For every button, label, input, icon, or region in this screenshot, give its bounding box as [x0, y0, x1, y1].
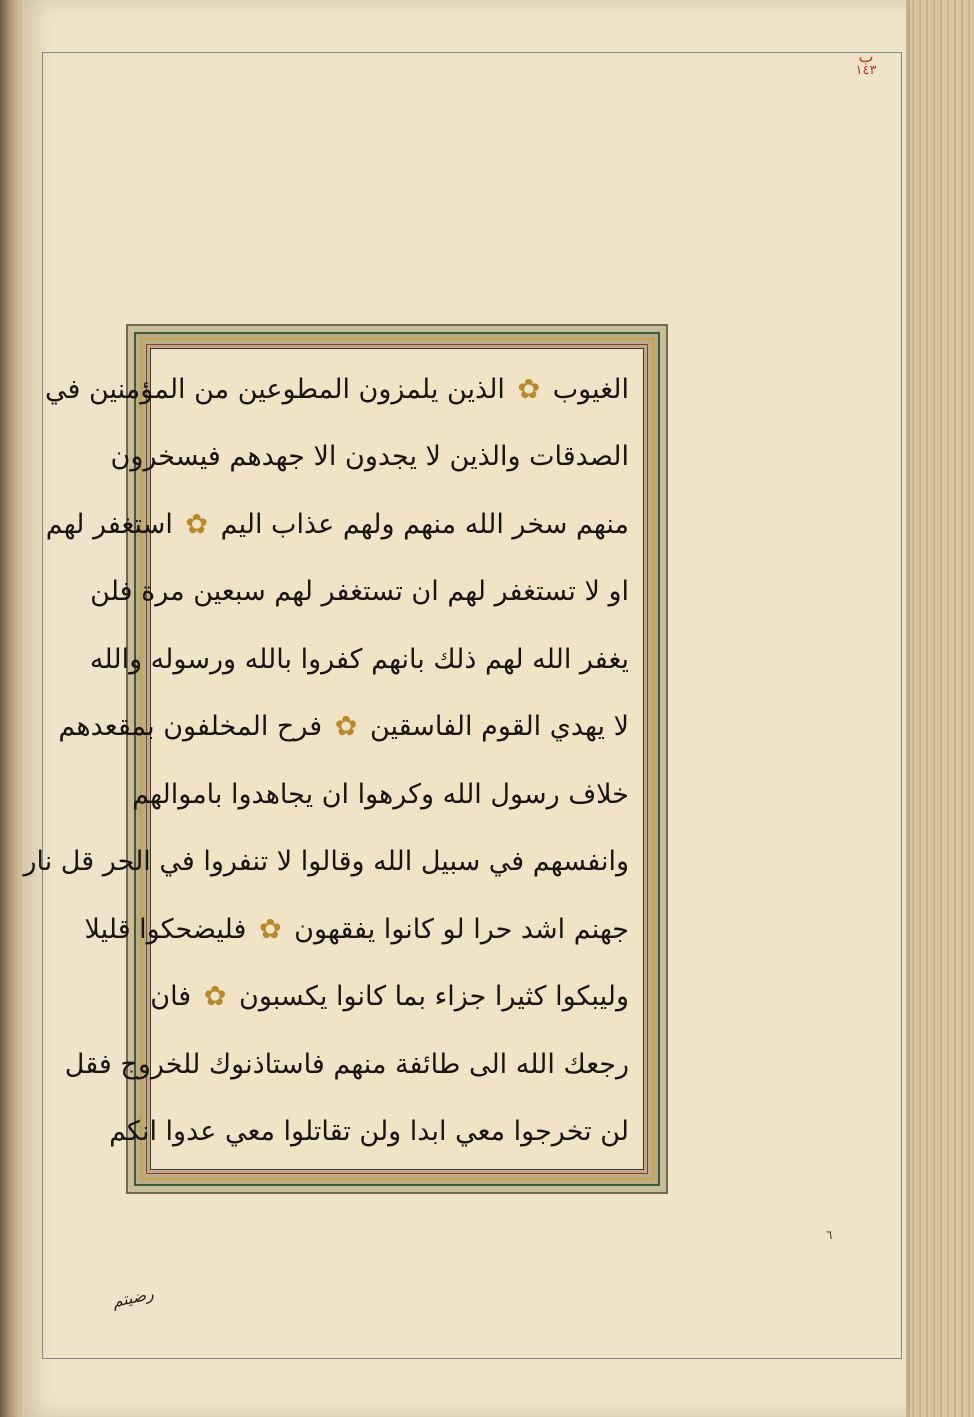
book-leaves-stack: [910, 0, 974, 1417]
text-panel: [23, 324, 668, 1194]
folio-letter: ب: [858, 47, 874, 66]
margin-note: ٦: [826, 1228, 833, 1242]
folio-number: [836, 47, 896, 78]
verse-rosette-icon: ✿: [517, 374, 541, 405]
text-block: [23, 363, 629, 1159]
text-line: منهم سخر الله منهم ولهم عذاب اليم ✿ استغفر لهم: [45, 508, 629, 540]
text-area: [23, 348, 644, 1170]
folio-numeral: ١٤٣: [855, 63, 877, 78]
text-line: الغيوب ✿ الذين يلمزون المطوعين من المؤمنين في: [44, 374, 629, 405]
text-line: وليبكوا كثيرا جزاء بما كانوا يكسبون ✿ فان: [150, 981, 629, 1013]
text-line: لن تخرجوا معي ابدا ولن تقاتلوا معي عدوا انكم: [109, 1115, 629, 1147]
verse-rosette-icon: ✿: [258, 913, 282, 945]
text-line: لا يهدي القوم الفاسقين ✿ فرح المخلفون بمقعدهم: [58, 711, 629, 743]
panel-red-rule: [23, 344, 648, 1174]
text-line: او لا تستغفر لهم ان تستغفر لهم سبعين مرة فلن: [90, 576, 629, 608]
text-line: يغفر الله لهم ذلك بانهم كفروا بالله ورسوله والله: [89, 643, 629, 675]
verse-rosette-icon: ✿: [185, 508, 209, 540]
text-line: خلاف رسول الله وكرهوا ان يجاهدوا باموالهم: [132, 778, 629, 810]
verse-rosette-icon: ✿: [203, 981, 227, 1013]
text-line: الصدقات والذين لا يجدون الا جهدهم فيسخرون: [110, 441, 629, 473]
catchword: رضيتم: [110, 1283, 156, 1312]
panel-gold-rule: [23, 338, 654, 1180]
text-line: جهنم اشد حرا لو كانوا يفقهون ✿ فليضحكوا قليلا: [84, 913, 629, 945]
text-line: رجعك الله الى طائفة منهم فاستاذنوك للخروج فقل: [64, 1048, 629, 1080]
verse-rosette-icon: ✿: [334, 711, 358, 743]
panel-border-band: [23, 332, 660, 1186]
text-line: وانفسهم في سبيل الله وقالوا لا تنفروا في الحر قل نار: [23, 846, 629, 878]
